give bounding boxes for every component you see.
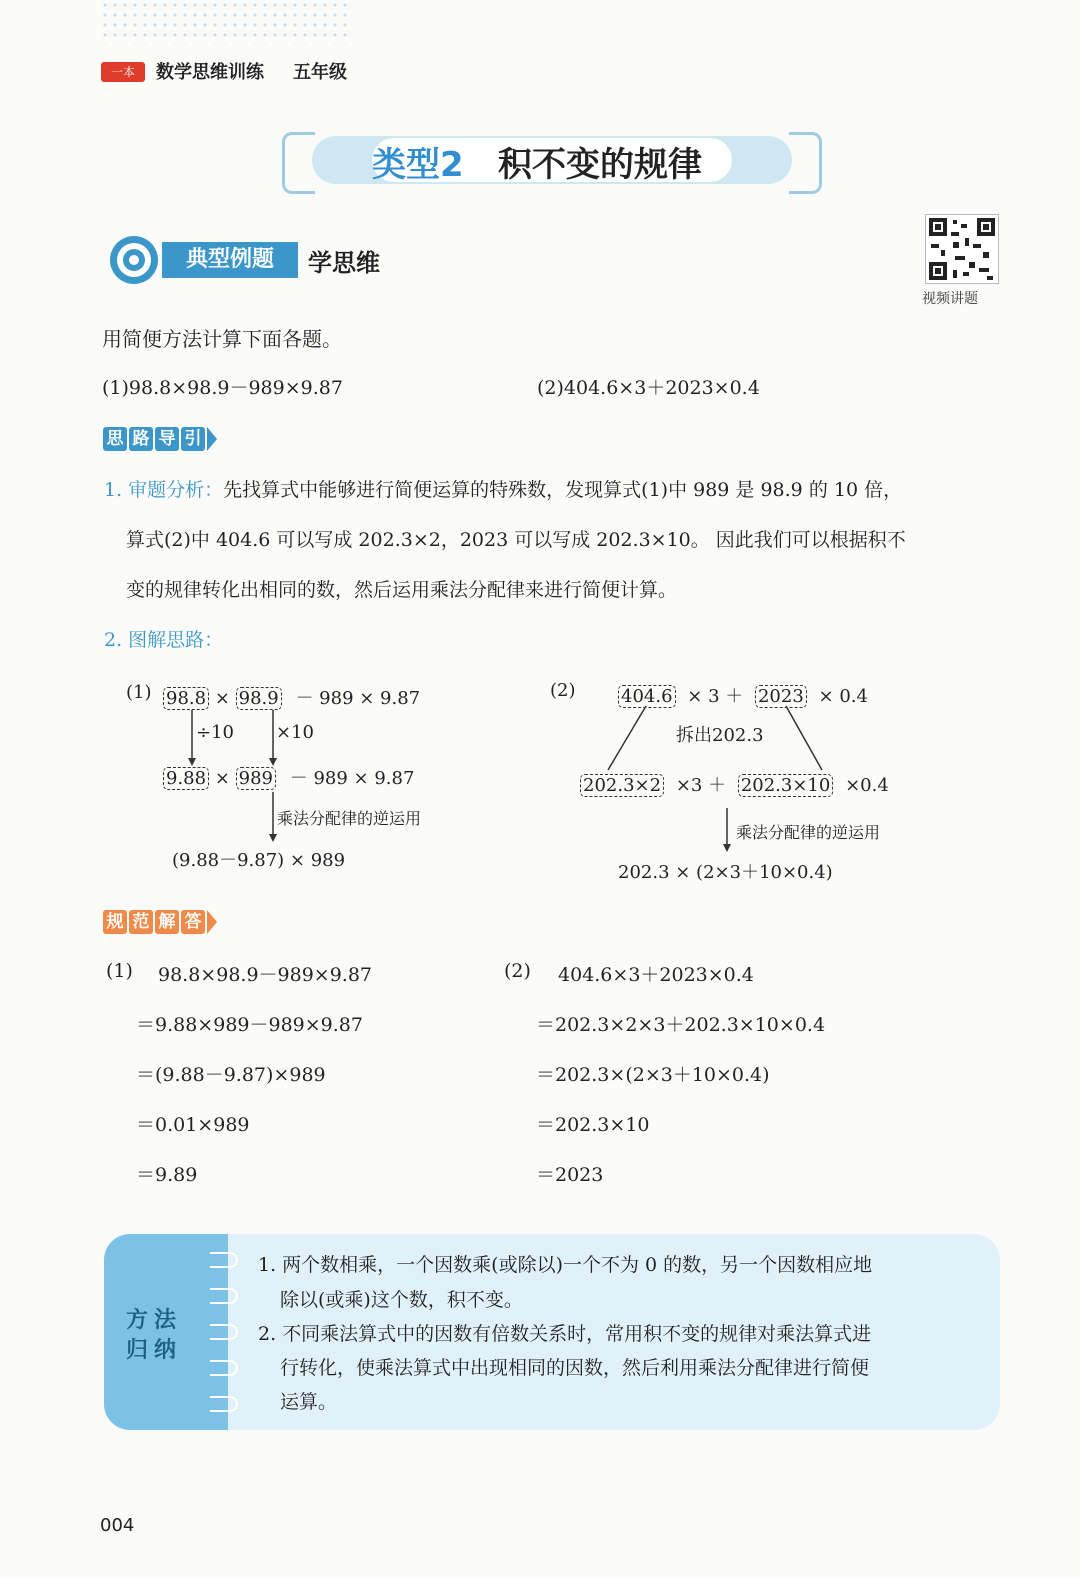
problem-item-2: (2)404.6×3＋2023×0.4: [537, 377, 760, 399]
diagram1-factor-b: 98.9: [236, 687, 282, 710]
answer-right-step-5: ＝2023: [536, 1164, 604, 1186]
diagram2-factor-b: 2023: [755, 685, 807, 708]
diagram1-op-b: ×10: [276, 722, 314, 743]
answer-left-step-1: 98.8×98.9－989×9.87: [158, 964, 373, 986]
title-name: 积不变的规律: [498, 145, 702, 185]
diagram2-result: 202.3 × (2×3＋10×0.4): [618, 862, 833, 883]
diagram1-row2: 9.88 × 989 － 989 × 9.87: [163, 764, 414, 790]
diagram2-factor-a: 404.6: [618, 685, 676, 708]
diagram1-result: (9.88－9.87) × 989: [172, 850, 346, 871]
diagram1-note: 乘法分配律的逆运用: [277, 809, 422, 828]
binder-ring-icon: [210, 1252, 238, 1268]
binder-ring-icon: [210, 1360, 238, 1376]
decorative-dot-pattern: [100, 0, 350, 44]
answer-right-label: (2): [504, 960, 531, 982]
summary-point1-line2: 除以(或乘)这个数，积不变。: [280, 1289, 523, 1311]
diagram1-row1: 98.8 × 98.9 － 989 × 9.87: [163, 684, 420, 710]
guide-badge: 思 路 导 引: [103, 425, 217, 453]
answer-left-step-3: ＝(9.88－9.87)×989: [136, 1064, 326, 1086]
summary-point2-line1: 2. 不同乘法算式中的因数有倍数关系时，常用积不变的规律对乘法算式进: [258, 1323, 872, 1345]
section-subtitle: 学思维: [308, 249, 380, 277]
book-title: 数学思维训练: [156, 62, 264, 83]
title-type: 类型2: [372, 145, 464, 185]
diagram1-rest: － 989 × 9.87: [295, 688, 421, 709]
answer-right-step-4: ＝202.3×10: [536, 1114, 650, 1136]
diagram1-factor-a2: 9.88: [163, 767, 209, 790]
guide-step1-line-1: 先找算式中能够进行简便运算的特殊数，发现算式(1)中 989 是 98.9 的 10 倍，: [223, 479, 903, 501]
diagram1-factor-b2: 989: [236, 767, 276, 790]
qr-label: 视频讲题: [922, 291, 978, 307]
answer-right-step-2: ＝202.3×2×3＋202.3×10×0.4: [536, 1014, 826, 1036]
section-tag: 典型例题: [162, 242, 298, 278]
answer-left-step-5: ＝9.89: [136, 1164, 198, 1186]
summary-point2-line3: 运算。: [280, 1391, 338, 1413]
diagram2-row1: 404.6 × 3 ＋ 2023 × 0.4: [618, 682, 868, 708]
grade-label: 五年级: [293, 62, 347, 83]
qr-code-icon[interactable]: [925, 214, 999, 284]
diagram1-factor-a: 98.8: [163, 687, 209, 710]
diagram1-op-a: ÷10: [196, 722, 234, 743]
diagram2-factor-b2: 202.3×10: [738, 774, 834, 797]
answer-right-step-1: 404.6×3＋2023×0.4: [558, 964, 754, 986]
guide-step1-label-line: [104, 478, 902, 502]
guide-step1-line-2: 算式(2)中 404.6 可以写成 202.3×2，2023 可以写成 202.3×10。 因此我们可以根据积不: [126, 529, 906, 551]
problem-item-1: (1)98.8×98.9－989×9.87: [102, 377, 343, 399]
diagram1-rest2: － 989 × 9.87: [289, 768, 415, 789]
diagram2-label: (2): [550, 680, 576, 701]
diagram2-down-arrow: [720, 806, 736, 856]
guide-step1-label: 1. 审题分析：: [104, 479, 224, 501]
answer-left-step-2: ＝9.88×989－989×9.87: [136, 1014, 363, 1036]
answer-badge: 规 范 解 答: [103, 908, 217, 936]
problem-intro: 用简便方法计算下面各题。: [102, 327, 342, 351]
answer-right-step-3: ＝202.3×(2×3＋10×0.4): [536, 1064, 770, 1086]
summary-point1-line1: 1. 两个数相乘，一个因数乘(或除以)一个不为 0 的数，另一个因数相应地: [258, 1254, 873, 1276]
target-icon: [108, 234, 160, 286]
binder-ring-icon: [210, 1396, 238, 1412]
binder-ring-icon: [210, 1324, 238, 1340]
brand-logo: 一本: [101, 62, 145, 82]
guide-step1-line-3: 变的规律转化出相同的数，然后运用乘法分配律来进行简便计算。: [126, 579, 678, 601]
answer-left-step-4: ＝0.01×989: [136, 1114, 250, 1136]
diagram2-row2: 202.3×2 ×3 ＋ 202.3×10 ×0.4: [580, 771, 889, 797]
page-number: 004: [100, 1515, 135, 1536]
diagram2-note: 乘法分配律的逆运用: [736, 823, 881, 842]
diagram2-factor-a2: 202.3×2: [580, 774, 664, 797]
summary-label: 方法归纳: [126, 1308, 183, 1363]
guide-step2-label: 2. 图解思路：: [104, 629, 224, 651]
summary-point2-line2: 行转化，使乘法算式中出现相同的因数，然后利用乘法分配律进行简便: [280, 1357, 870, 1379]
diagram2-split-note: 拆出202.3: [676, 725, 764, 746]
diagram1-label: (1): [126, 682, 152, 703]
binder-ring-icon: [210, 1288, 238, 1304]
answer-left-label: (1): [106, 960, 133, 982]
